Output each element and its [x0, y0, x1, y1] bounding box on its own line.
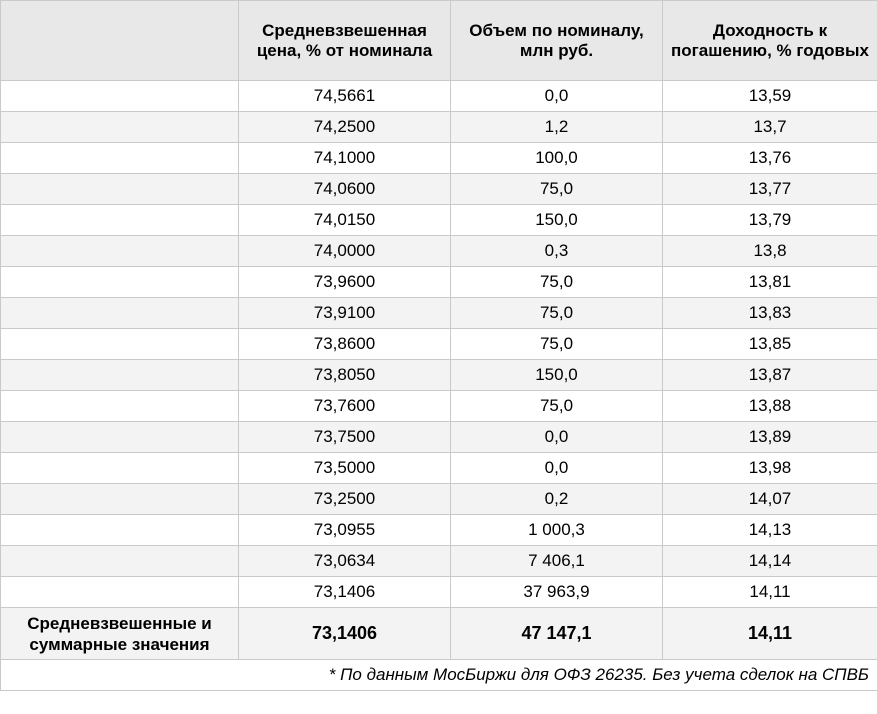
row-yield: 13,7 [663, 112, 877, 143]
header-yield: Доходность к погашению, % годовых [663, 1, 877, 81]
row-price: 73,9600 [239, 267, 451, 298]
row-yield: 14,13 [663, 515, 877, 546]
row-label [1, 174, 239, 205]
header-row [1, 1, 877, 81]
table-row [1, 577, 877, 608]
row-price: 74,0000 [239, 236, 451, 267]
row-volume: 75,0 [451, 391, 663, 422]
row-yield: 13,76 [663, 143, 877, 174]
row-volume: 1 000,3 [451, 515, 663, 546]
row-volume: 75,0 [451, 267, 663, 298]
row-volume: 100,0 [451, 143, 663, 174]
header-price: Средневзвешенная цена, % от номинала [239, 1, 451, 81]
row-volume: 0,2 [451, 484, 663, 515]
row-price: 73,9100 [239, 298, 451, 329]
table-row [1, 360, 877, 391]
table-row [1, 112, 877, 143]
total-price: 73,1406 [239, 608, 451, 660]
row-volume: 75,0 [451, 329, 663, 360]
row-label [1, 453, 239, 484]
row-volume: 75,0 [451, 298, 663, 329]
row-yield: 13,79 [663, 205, 877, 236]
row-yield: 13,8 [663, 236, 877, 267]
row-volume: 75,0 [451, 174, 663, 205]
row-label [1, 360, 239, 391]
row-price: 74,5661 [239, 81, 451, 112]
table-row [1, 174, 877, 205]
row-price: 73,1406 [239, 577, 451, 608]
row-label [1, 236, 239, 267]
table-row [1, 81, 877, 112]
row-price: 74,0600 [239, 174, 451, 205]
row-yield: 13,98 [663, 453, 877, 484]
table-row [1, 515, 877, 546]
row-yield: 13,83 [663, 298, 877, 329]
row-volume: 150,0 [451, 205, 663, 236]
row-label [1, 515, 239, 546]
total-volume: 47 147,1 [451, 608, 663, 660]
row-price: 73,0634 [239, 546, 451, 577]
row-price: 73,0955 [239, 515, 451, 546]
row-price: 73,8050 [239, 360, 451, 391]
row-label [1, 205, 239, 236]
footnote: * По данным МосБиржи для ОФЗ 26235. Без учета сделок на СПВБ [1, 660, 877, 691]
row-yield: 13,89 [663, 422, 877, 453]
row-label [1, 143, 239, 174]
row-yield: 14,07 [663, 484, 877, 515]
table-body [1, 81, 877, 691]
row-price: 73,5000 [239, 453, 451, 484]
table-row [1, 236, 877, 267]
table-row [1, 391, 877, 422]
row-yield: 13,87 [663, 360, 877, 391]
table-row [1, 298, 877, 329]
table-row [1, 453, 877, 484]
table-row [1, 143, 877, 174]
row-label [1, 81, 239, 112]
row-volume: 150,0 [451, 360, 663, 391]
row-label [1, 298, 239, 329]
row-volume: 37 963,9 [451, 577, 663, 608]
row-label [1, 267, 239, 298]
row-yield: 13,85 [663, 329, 877, 360]
row-yield: 13,81 [663, 267, 877, 298]
row-volume: 0,0 [451, 453, 663, 484]
row-volume: 0,0 [451, 422, 663, 453]
row-yield: 13,77 [663, 174, 877, 205]
row-yield: 13,59 [663, 81, 877, 112]
table-row [1, 484, 877, 515]
row-label [1, 422, 239, 453]
header-volume: Объем по номиналу, млн руб. [451, 1, 663, 81]
row-price: 73,7600 [239, 391, 451, 422]
row-label [1, 391, 239, 422]
total-row [1, 608, 877, 660]
total-yield: 14,11 [663, 608, 877, 660]
row-volume: 0,3 [451, 236, 663, 267]
row-price: 73,8600 [239, 329, 451, 360]
row-label [1, 546, 239, 577]
header-blank [1, 1, 239, 81]
row-price: 74,1000 [239, 143, 451, 174]
total-label: Средневзвешенные и суммарные значения [1, 608, 239, 660]
row-yield: 14,11 [663, 577, 877, 608]
table-row [1, 546, 877, 577]
table-row [1, 205, 877, 236]
table-row [1, 422, 877, 453]
row-yield: 13,88 [663, 391, 877, 422]
row-volume: 1,2 [451, 112, 663, 143]
row-label [1, 329, 239, 360]
row-price: 74,0150 [239, 205, 451, 236]
row-yield: 14,14 [663, 546, 877, 577]
row-price: 74,2500 [239, 112, 451, 143]
row-label [1, 484, 239, 515]
row-volume: 7 406,1 [451, 546, 663, 577]
row-price: 73,2500 [239, 484, 451, 515]
row-price: 73,7500 [239, 422, 451, 453]
row-label [1, 577, 239, 608]
row-label [1, 112, 239, 143]
footnote-row [1, 660, 877, 691]
table-row [1, 267, 877, 298]
row-volume: 0,0 [451, 81, 663, 112]
table-row [1, 329, 877, 360]
